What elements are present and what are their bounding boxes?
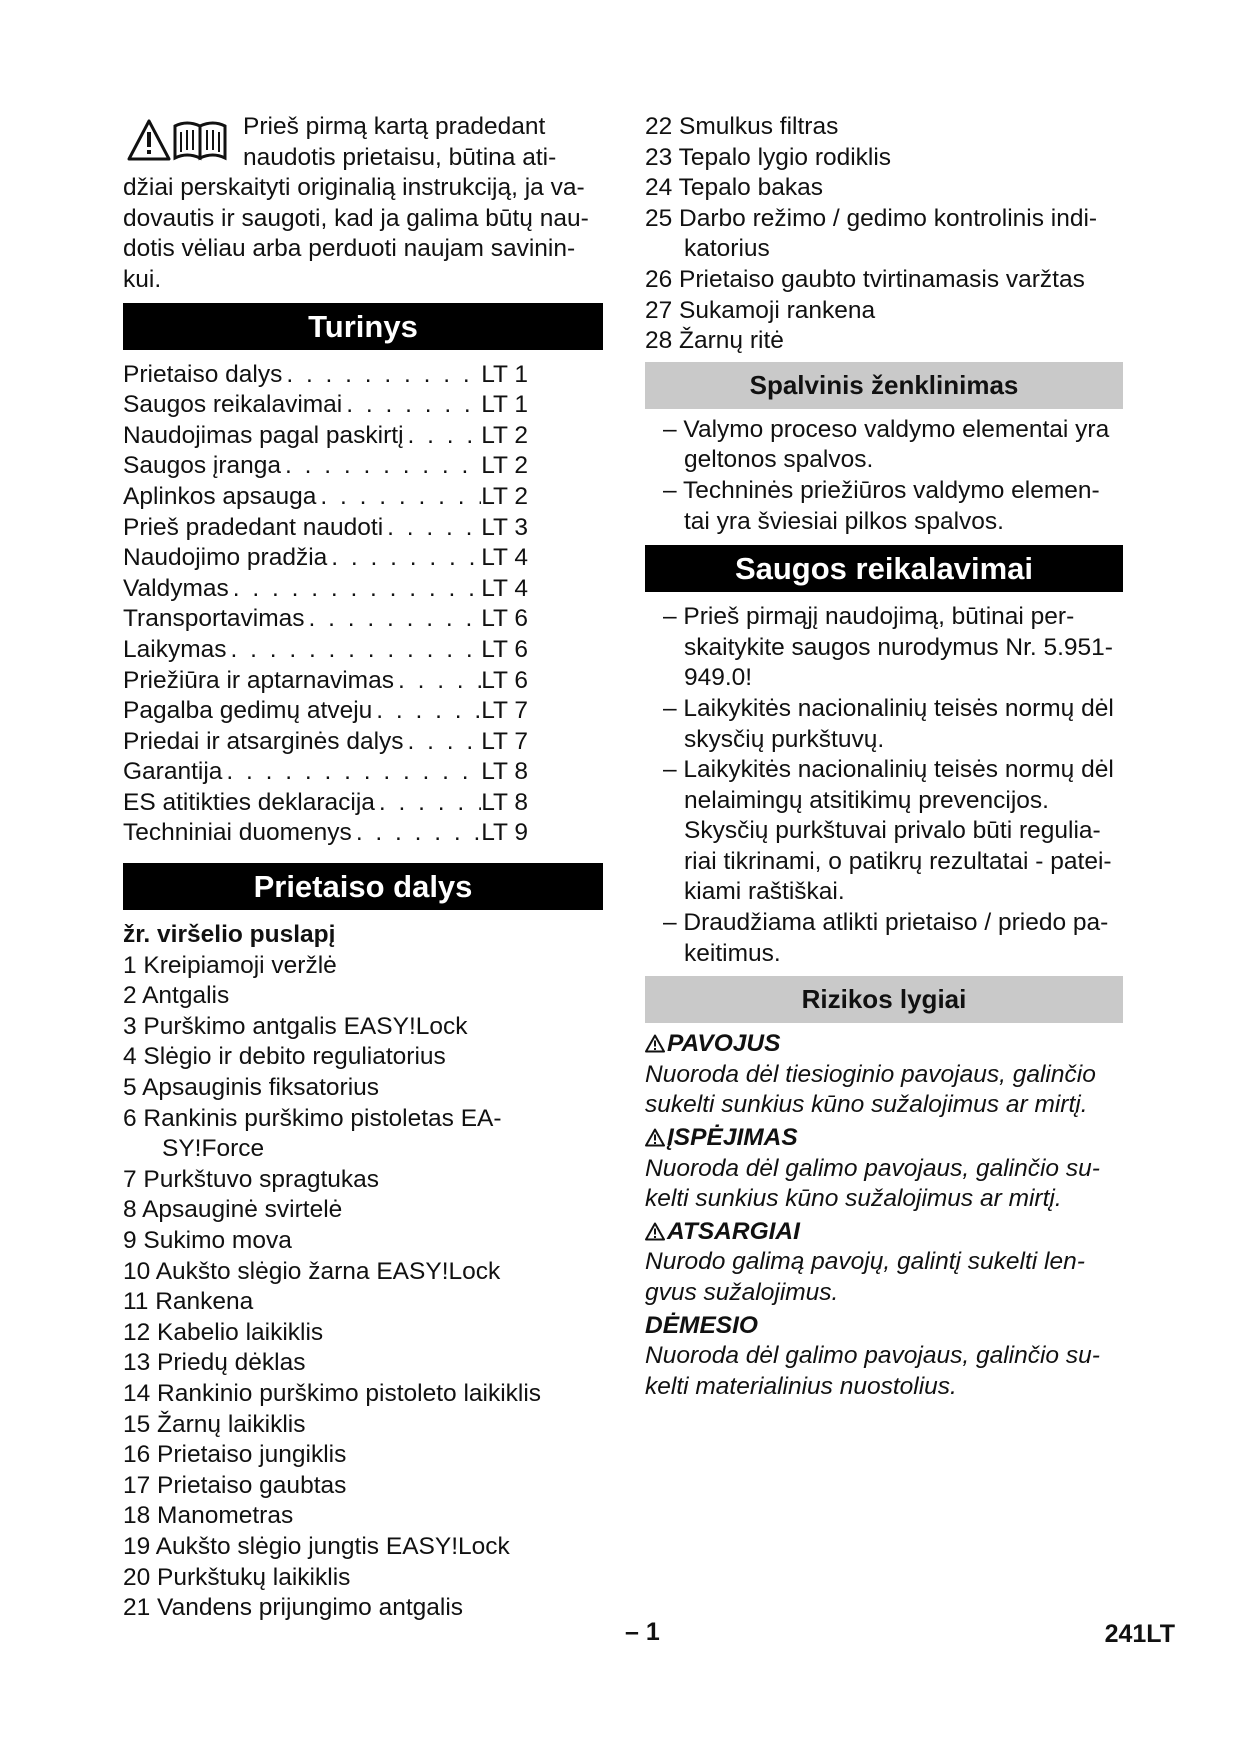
parts-list-item: 7 Purkštuvo spragtukas	[123, 1165, 380, 1193]
toc-title: Saugos įranga	[123, 452, 282, 480]
risk-level-label	[645, 1029, 1123, 1060]
color-coding-heading: Spalvinis ženklinimas	[645, 362, 1123, 409]
toc-leader-dots	[342, 390, 481, 421]
toc-leader-dots	[352, 818, 481, 849]
parts-list-item: 20 Purkštukų laikiklis	[123, 1563, 351, 1591]
toc-page: LT 6	[481, 605, 528, 633]
toc-row	[123, 360, 528, 391]
table-of-contents	[123, 360, 603, 850]
toc-row	[123, 390, 528, 421]
warning-and-manual-icons	[127, 118, 229, 171]
risk-level-label	[645, 1217, 1123, 1248]
risk-level-label	[645, 1123, 1123, 1154]
parts-list	[123, 951, 603, 1624]
parts-list-item: 25 Darbo režimo / gedimo kontrolinis indi- katorius	[645, 204, 1098, 263]
risk-level-name: ATSARGIAI	[667, 1217, 800, 1245]
parts-list-item: 27 Sukamoji rankena	[645, 296, 876, 324]
intro-line: džiai perskaityti originalią instrukciją, ja va-	[123, 174, 585, 202]
toc-title: Saugos reikalavimai	[123, 391, 343, 419]
toc-row	[123, 574, 528, 605]
parts-list-continued	[645, 112, 1123, 357]
safety-item: – Laikykitės nacionalinių teisės normų dėl nelaimingų atsitikimų prevencijos. Skysčių purkštuvai privalo būti regulia- riai tikrinami, o patikrų rezultatai - patei- kiami raštiškai.	[663, 756, 1114, 906]
parts-list-item: 28 Žarnų ritė	[645, 327, 784, 355]
safety-item: – Laikykitės nacionalinių teisės normų dėl skysčių purkštuvų.	[663, 694, 1114, 753]
toc-row	[123, 788, 528, 819]
risk-level-name: ĮSPĖJIMAS	[667, 1124, 798, 1152]
toc-page: LT 3	[481, 513, 528, 541]
toc-page: LT 4	[481, 544, 528, 572]
intro-line: kui.	[123, 265, 162, 293]
toc-title: ES atitikties deklaracija	[123, 788, 375, 816]
risk-heading: Rizikos lygiai	[645, 976, 1123, 1023]
toc-title: Transportavimas	[123, 605, 305, 633]
toc-title: Naudojimas pagal paskirtį	[123, 421, 404, 449]
toc-leader-dots	[372, 696, 481, 727]
toc-leader-dots	[394, 666, 481, 697]
toc-leader-dots	[404, 727, 482, 758]
toc-page: LT 6	[481, 666, 528, 694]
toc-title: Garantija	[123, 758, 223, 786]
parts-list-item: 5 Apsauginis fiksatorius	[123, 1074, 380, 1102]
toc-heading: Turinys	[123, 303, 603, 350]
toc-title: Prieš pradedant naudoti	[123, 513, 384, 541]
left-column	[123, 112, 603, 1624]
toc-leader-dots	[281, 451, 481, 482]
warning-triangle-icon	[645, 1034, 665, 1053]
toc-row	[123, 421, 528, 452]
parts-list-item: 24 Tepalo bakas	[645, 174, 823, 202]
toc-title: Prietaiso dalys	[123, 360, 283, 388]
parts-list-item: 1 Kreipiamoji veržlė	[123, 951, 337, 979]
safety-item: – Draudžiama atlikti prietaiso / priedo pa- keitimus.	[663, 909, 1109, 967]
parts-list-item: 22 Smulkus filtras	[645, 113, 839, 140]
toc-leader-dots	[305, 604, 482, 635]
toc-page: LT 9	[481, 819, 528, 847]
toc-leader-dots	[222, 757, 481, 788]
intro-paragraph	[123, 112, 603, 296]
toc-row	[123, 451, 528, 482]
toc-page: LT 1	[481, 391, 528, 419]
color-coding-item: – Techninės priežiūros valdymo elemen- tai yra šviesiai pilkos spalvos.	[663, 476, 1100, 535]
toc-row	[123, 482, 528, 513]
toc-title: Aplinkos apsauga	[123, 482, 317, 510]
toc-page: LT 7	[481, 727, 528, 755]
parts-list-item: 2 Antgalis	[123, 982, 230, 1010]
parts-list-item: 21 Vandens prijungimo antgalis	[123, 1594, 464, 1622]
parts-list-item: 11 Rankena	[123, 1288, 254, 1316]
toc-leader-dots	[282, 360, 481, 391]
toc-title: Laikymas	[123, 635, 227, 663]
toc-leader-dots	[375, 788, 481, 819]
parts-list-item: 3 Purškimo antgalis EASY!Lock	[123, 1012, 468, 1040]
parts-list-item: 18 Manometras	[123, 1502, 294, 1530]
risk-level-label	[645, 1311, 1123, 1342]
color-coding-item: – Valymo proceso valdymo elementai yra geltonos spalvos.	[663, 415, 1110, 474]
toc-title: Techniniai duomenys	[123, 819, 352, 847]
toc-row	[123, 727, 528, 758]
toc-row	[123, 635, 528, 666]
toc-page: LT 8	[481, 788, 528, 816]
safety-heading: Saugos reikalavimai	[645, 545, 1123, 592]
toc-page: LT 4	[481, 574, 528, 602]
parts-list-item: 4 Slėgio ir debito reguliatorius	[123, 1043, 446, 1071]
intro-line: dotis vėliau arba perduoti naujam savinin-	[123, 235, 576, 263]
toc-title: Pagalba gedimų atveju	[123, 697, 373, 725]
parts-list-item: 12 Kabelio laikiklis	[123, 1318, 324, 1346]
toc-leader-dots	[226, 635, 481, 666]
page-number: – 1	[625, 1618, 660, 1646]
toc-row	[123, 604, 528, 635]
toc-page: LT 2	[481, 421, 528, 449]
safety-item: – Prieš pirmąjį naudojimą, būtinai per- skaitykite saugos nurodymus Nr. 5.951- 949.0!	[663, 603, 1113, 692]
color-coding-list	[645, 415, 1123, 537]
toc-page: LT 7	[481, 697, 528, 725]
intro-line: naudotis prietaisu, būtina ati-	[243, 143, 557, 171]
parts-list-item: 6 Rankinis purškimo pistoletas EA- SY!Force	[123, 1104, 502, 1163]
toc-row	[123, 818, 528, 849]
risk-level-name: PAVOJUS	[667, 1030, 781, 1058]
parts-list-item: 8 Apsauginė svirtelė	[123, 1196, 343, 1224]
toc-leader-dots	[404, 421, 482, 452]
risk-levels	[645, 1029, 1123, 1402]
warning-triangle-icon	[645, 1222, 665, 1241]
risk-level-description: Nuoroda dėl galimo pavojaus, galinčio su- kelti materialinius nuostolius.	[645, 1342, 1100, 1400]
toc-row	[123, 666, 528, 697]
toc-page: LT 8	[481, 758, 528, 786]
parts-heading: Prietaiso dalys	[123, 863, 603, 910]
parts-list-item: 13 Priedų dėklas	[123, 1349, 306, 1377]
toc-row	[123, 696, 528, 727]
parts-list-item: 15 Žarnų laikiklis	[123, 1410, 306, 1438]
right-column	[645, 112, 1123, 1402]
parts-list-item: 10 Aukšto slėgio žarna EASY!Lock	[123, 1257, 501, 1285]
risk-level-description: Nurodo galimą pavojų, galintį sukelti len- gvus sužalojimus.	[645, 1248, 1085, 1306]
parts-list-item: 19 Aukšto slėgio jungtis EASY!Lock	[123, 1532, 510, 1560]
page-code: 241LT	[1104, 1620, 1175, 1648]
toc-row	[123, 543, 528, 574]
intro-line: dovautis ir saugoti, kad ja galima būtų nau-	[123, 204, 589, 232]
toc-leader-dots	[316, 482, 481, 513]
parts-list-item: 26 Prietaiso gaubto tvirtinamasis varžtas	[645, 265, 1085, 293]
toc-page: LT 1	[481, 360, 528, 388]
toc-title: Priedai ir atsarginės dalys	[123, 727, 404, 755]
toc-page: LT 2	[481, 482, 528, 510]
parts-list-item: 16 Prietaiso jungiklis	[123, 1441, 347, 1469]
risk-level-name: DĖMESIO	[645, 1311, 758, 1339]
risk-level-description: Nuoroda dėl tiesioginio pavojaus, galinčio sukelti sunkius kūno sužalojimus ar mirtį.	[645, 1060, 1096, 1119]
toc-row	[123, 757, 528, 788]
parts-subheading: žr. viršelio puslapį	[123, 921, 336, 949]
toc-title: Valdymas	[123, 574, 229, 602]
parts-list-item: 14 Rankinio purškimo pistoleto laikiklis	[123, 1379, 542, 1407]
safety-list	[645, 602, 1123, 969]
parts-list-item: 17 Prietaiso gaubtas	[123, 1471, 347, 1499]
parts-list-item: 9 Sukimo mova	[123, 1227, 292, 1254]
toc-page: LT 6	[481, 635, 528, 663]
warning-triangle-book-icon	[127, 118, 229, 164]
toc-title: Naudojimo pradžia	[123, 544, 328, 572]
toc-title: Priežiūra ir aptarnavimas	[123, 666, 394, 694]
toc-row	[123, 513, 528, 544]
intro-line: Prieš pirmą kartą pradedant	[243, 113, 546, 140]
warning-triangle-icon	[645, 1128, 665, 1147]
toc-page: LT 2	[481, 452, 528, 480]
toc-leader-dots	[327, 543, 481, 574]
parts-list-item: 23 Tepalo lygio rodiklis	[645, 143, 892, 171]
risk-level-description: Nuoroda dėl galimo pavojaus, galinčio su- kelti sunkius kūno sužalojimus ar mirtį.	[645, 1154, 1100, 1213]
toc-leader-dots	[383, 513, 481, 544]
toc-leader-dots	[229, 574, 481, 605]
